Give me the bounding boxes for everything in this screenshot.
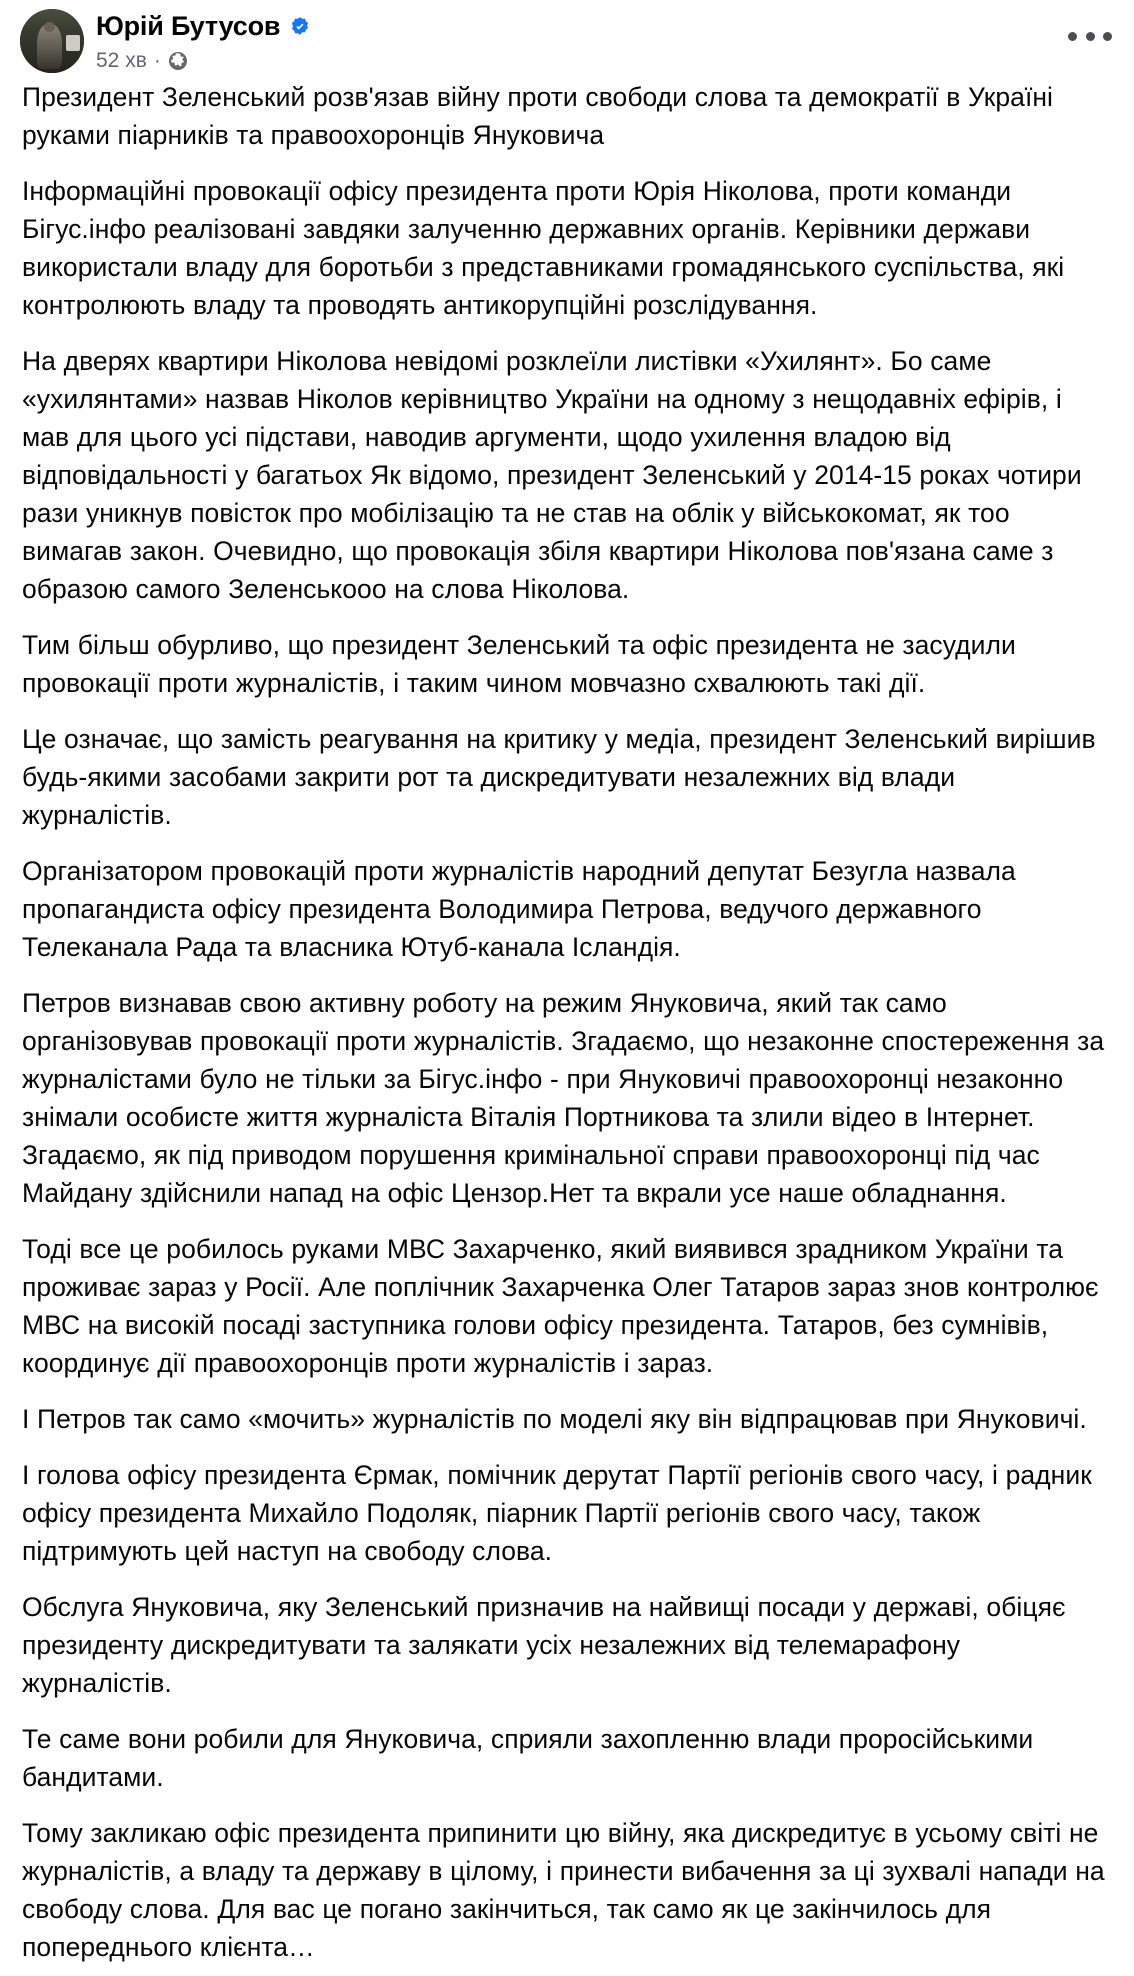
avatar-photo-highlight [66, 35, 80, 52]
post-paragraph: Організатором провокацій проти журналістів народний депутат Безугла назвала пропагандиста офісу президента Володимира Петрова, ведучого державного Телеканала Рада та власника Ютуб-канала Ісландія. [22, 856, 1016, 962]
author-block [96, 7, 311, 74]
post-paragraph: Це означає, що замість реагування на критику у медіа, президент Зеленський вирішив будь-якими засобами закрити рот та дискредитувати незалежних від влади журналістів. [22, 724, 1096, 830]
globe-icon[interactable] [168, 51, 188, 71]
verified-check-icon [289, 16, 311, 38]
post-paragraph: І Петров так само «мочить» журналістів по моделі яку він відпрацював при Януковичі. [22, 1404, 1087, 1434]
post-paragraph: На дверях квартири Ніколова невідомі розклеїли листівки «Ухилянт». Бо саме «ухилянтами» назвав Ніколов керівництво України на одному з нещодавніх ефірів, і мав для цього усі підстави, наводив аргументи, щодо ухилення владою від відповідальності у багатьох Як відомо, президент Зеленський у 2014-15 роках чотири рази уникнув повісток про мобілізацію та не став на облік у військокомат, як тоо вимагав закон. Очевидно, що провокація збіля квартири Ніколова пов'язана саме з образою самого Зеленськооо на слова Ніколова. [22, 346, 1082, 604]
avatar-photo-head [44, 22, 54, 32]
post-paragraph: Тим більш обурливо, що президент Зеленський та офіс президента не засудили провокації проти журналістів, і таким чином мовчазно схвалюють такі дії. [22, 630, 1016, 698]
post-paragraph: Тоді все це робилось руками МВС Захарченко, який виявився зрадником України та проживає зараз у Росії. Але поплічник Захарченка Олег Татаров зараз знов контролює МВС на високій посаді заступника голови офісу президента. Татаров, без сумнівів, координує дії правоохоронців проти журналістів і зараз. [22, 1234, 1099, 1378]
post-paragraph: Те саме вони робили для Януковича, сприяли захопленню влади проросійськими бандитами. [22, 1724, 1034, 1792]
post-message-body [0, 78, 1134, 1976]
author-name[interactable]: Юрій Бутусов [96, 11, 281, 41]
post-header [0, 0, 1134, 78]
ellipsis-dot-3 [1103, 32, 1112, 41]
avatar[interactable] [20, 9, 84, 73]
post-paragraph: Інформаційні провокації офісу президента проти Юрія Ніколова, проти команди Бігус.інфо реалізовані завдяки залученню державних органів. Керівники держави використали владу для боротьби з представниками громадянського суспільства, які контролюють владу та проводять антикорупційні розслідування. [22, 176, 1065, 320]
post-options-button[interactable] [1068, 22, 1112, 50]
author-name-row [96, 9, 311, 43]
ellipsis-dot-2 [1086, 32, 1095, 41]
post-paragraph: Тому закликаю офіс президента припинити цю війну, яка дискредитує в усьому світі не журналістів, а владу та державу в цілому, і принести вибачення за ці зухвалі напади на свободу слова. Для вас це погано закінчиться, так само як це закінчилось для попереднього клієнта… [22, 1818, 1105, 1962]
post-timestamp[interactable]: 52 хв [96, 49, 147, 72]
post-meta-row [96, 48, 311, 74]
post-paragraph: Обслуга Януковича, яку Зеленський призначив на найвищі посади у державі, обіцяє президенту дискредитувати та залякати усіх незалежних від телемарафону журналістів. [22, 1592, 1066, 1698]
meta-separator: · [153, 49, 161, 72]
post-paragraph-title: Президент Зеленський розв'язав війну проти свободи слова та демократії в Україні руками піарників та правоохоронців Януковича [22, 82, 1053, 150]
ellipsis-dot-1 [1068, 32, 1077, 41]
post-paragraph: І голова офісу президента Єрмак, помічник дерутат Партії регіонів свого часу, і радник офісу президента Михайло Подоляк, піарник Партії регіонів свого часу, також підтримують цей наступ на свободу слова. [22, 1460, 1092, 1566]
post-paragraph: Петров визнавав свою активну роботу на режим Януковича, який так само організовував провокації проти журналістів. Згадаємо, що незаконне спостереження за журналістами було не тільки за Бігус.інфо - при Януковичі правоохоронці незаконно знімали особисте життя журналіста Віталія Портникова та злили відео в Інтернет. Згадаємо, як під приводом порушення кримінальної справи правоохоронці під час Майдану здійснили напад на офіс Цензор.Нет та вкрали усе наше обладнання. [22, 988, 1105, 1208]
